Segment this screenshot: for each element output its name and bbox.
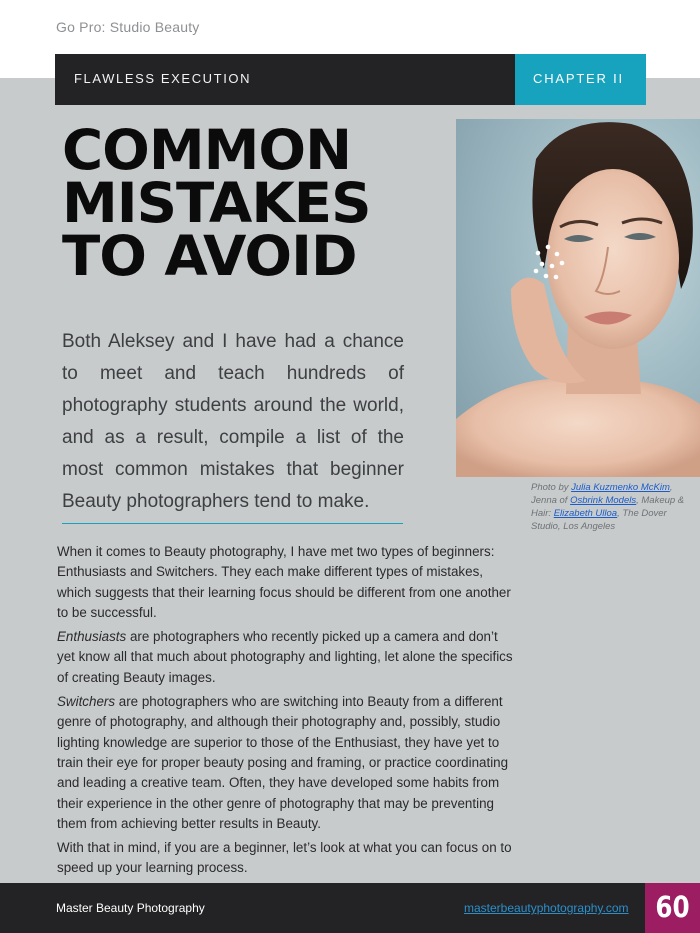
page-number: 60 [655, 890, 690, 924]
body-paragraph-3 [57, 692, 519, 834]
footer-title: Master Beauty Photography [56, 901, 205, 915]
body-paragraph-2-text: are photographers who recently picked up a camera and don’t yet know all that much about photography and lighting, let alone the specifics of creating Beauty images. [57, 629, 513, 685]
mua-link[interactable]: Elizabeth Ulloa [553, 508, 618, 519]
article-body [57, 542, 519, 883]
chapter-tab [515, 54, 646, 105]
caption-mua: , Makeup & Hair: [531, 495, 685, 519]
page-title-line-1: COMMON [62, 118, 352, 182]
caption-photo-by: Photo by [531, 482, 572, 493]
footer-website-link[interactable]: masterbeautyphotography.com [464, 901, 629, 915]
photographer-link[interactable]: Julia Kuzmenko McKim [571, 482, 670, 493]
body-paragraph-1: When it comes to Beauty photography, I have met two types of beginners: Enthusiasts and Switchers. They each make different types of mistakes, which suggests that their learning focus should be different from one another to be successful. [57, 544, 511, 620]
section-bar [55, 54, 515, 105]
body-paragraph-2 [57, 627, 519, 688]
page-title-line-3: TO AVOID [62, 224, 357, 288]
photo-caption [531, 481, 696, 533]
body-paragraph-3-text: are photographers who are switching into Beauty from a different genre of photography, and although their photography and, possibly, studio lighting knowledge are superior to those of the Enthusiast, they have yet to train their eye for proper beauty posing and framing, or practice coordinating and leading a creative team. Often, they have developed some habits from their experience in the other genre of photography that may be preventing them from achieving better results in Beauty. [57, 694, 509, 831]
page-title [62, 118, 409, 288]
page-number-box [645, 883, 700, 933]
caption-model: , Jenna of [531, 482, 673, 506]
page-footer [0, 883, 700, 933]
term-switchers: Switchers [57, 694, 116, 710]
body-paragraph-4: With that in mind, if you are a beginner, let’s look at what you can focus on to speed up your learning process. [57, 840, 512, 876]
term-enthusiasts: Enthusiasts [57, 629, 127, 645]
caption-studio: , The Dover Studio, Los Angeles [531, 508, 667, 532]
intro-divider [62, 523, 403, 524]
beauty-portrait-photo [456, 119, 700, 477]
chapter-label: CHAPTER II [533, 71, 624, 86]
page-title-line-2: MISTAKES [62, 171, 371, 235]
intro-paragraph: Both Aleksey and I have had a chance to meet and teach hundreds of photography students around the world, and as a result, compile a list of the most common mistakes that beginner Beauty photographers tend to make. [62, 331, 404, 512]
book-title: Go Pro: Studio Beauty [56, 19, 200, 35]
agency-link[interactable]: Osbrink Models [570, 495, 637, 506]
section-label: FLAWLESS EXECUTION [74, 71, 252, 86]
